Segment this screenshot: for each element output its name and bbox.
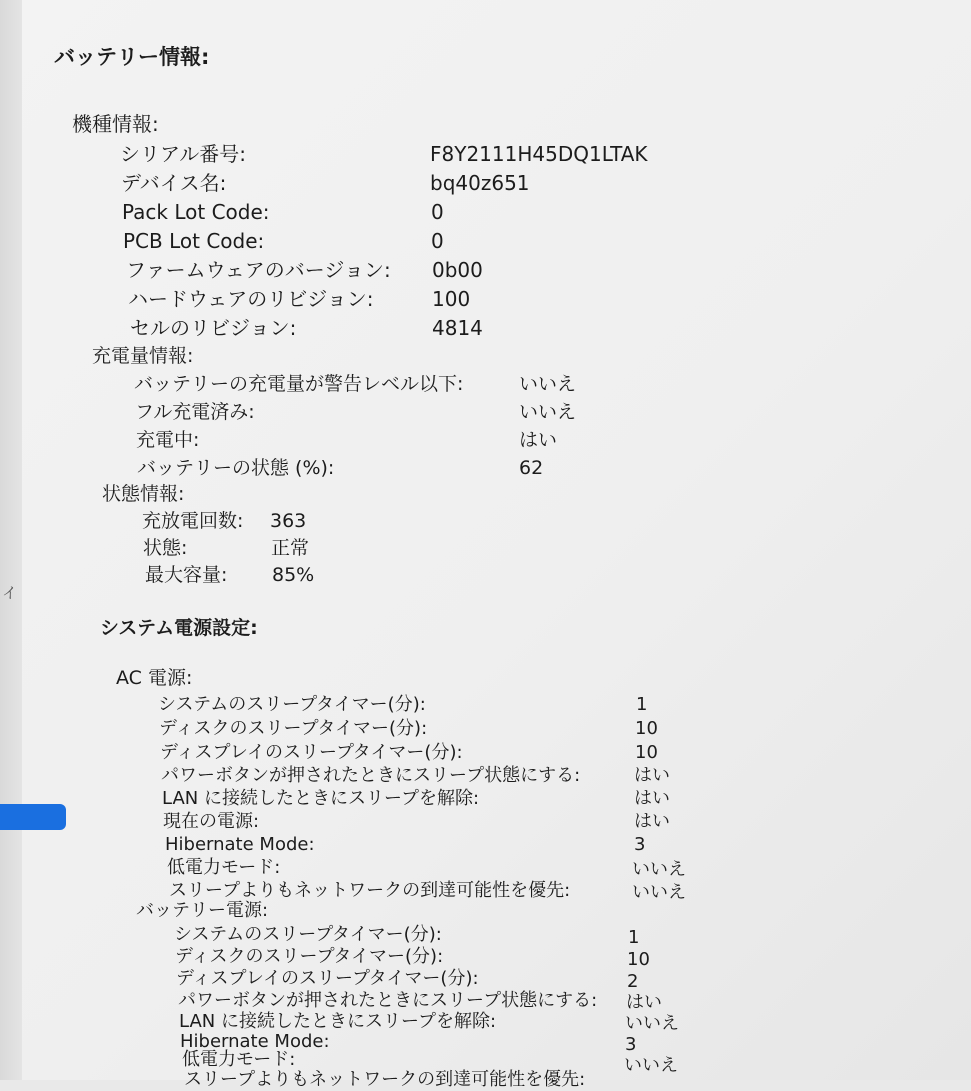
pcb-lot-code-label: PCB Lot Code: — [123, 229, 265, 253]
batt-network-reachability-label: スリープよりもネットワークの到達可能性を優先: — [184, 1069, 586, 1090]
health-info-title: 状態情報: — [102, 483, 185, 505]
batt-system-sleep-label: システムのスリープタイマー(分): — [174, 924, 442, 945]
batt-low-power-mode-value: いいえ — [624, 1055, 678, 1076]
ac-wake-on-lan-value: はい — [634, 788, 670, 809]
firmware-version-value: 0b00 — [432, 258, 483, 282]
batt-low-power-mode-label: 低電力モード: — [182, 1049, 296, 1070]
pack-lot-code-label: Pack Lot Code: — [122, 200, 270, 224]
serial-number-value: F8Y2111H45DQ1LTAK — [430, 142, 648, 166]
batt-system-sleep-value: 1 — [628, 927, 640, 948]
batt-disk-sleep-value: 10 — [627, 949, 650, 970]
cycle-count-label: 充放電回数: — [142, 510, 244, 532]
serial-number-label: シリアル番号: — [120, 142, 246, 166]
charging-label: 充電中: — [136, 429, 200, 451]
ac-disk-sleep-label: ディスクのスリープタイマー(分): — [159, 718, 428, 739]
ac-hibernate-mode-value: 3 — [634, 834, 646, 855]
ac-power-title: AC 電源: — [116, 667, 193, 689]
sidebar — [0, 0, 23, 1080]
fully-charged-value: いいえ — [519, 401, 577, 423]
low-charge-warning-label: バッテリーの充電量が警告レベル以下: — [134, 373, 464, 395]
batt-display-sleep-label: ディスプレイのスリープタイマー(分): — [176, 968, 479, 989]
sidebar-selected-item[interactable] — [0, 804, 66, 830]
ac-display-sleep-label: ディスプレイのスリープタイマー(分): — [160, 742, 463, 763]
ac-network-reachability-value: いいえ — [632, 882, 686, 903]
pcb-lot-code-value: 0 — [431, 229, 444, 253]
condition-value: 正常 — [271, 537, 310, 559]
max-capacity-label: 最大容量: — [145, 564, 228, 586]
ac-low-power-mode-label: 低電力モード: — [167, 857, 281, 878]
device-name-label: デバイス名: — [121, 171, 227, 195]
ac-system-sleep-label: システムのスリープタイマー(分): — [158, 694, 426, 715]
charging-value: はい — [519, 429, 558, 451]
batt-power-button-sleep-value: はい — [626, 992, 662, 1013]
batt-hibernate-mode-value: 3 — [625, 1034, 637, 1055]
low-charge-warning-value: いいえ — [519, 373, 577, 395]
model-info-title: 機種情報: — [72, 112, 159, 136]
batt-power-button-sleep-label: パワーボタンが押されたときにスリープ状態にする: — [178, 990, 598, 1011]
pack-lot-code-value: 0 — [431, 200, 444, 224]
device-name-value: bq40z651 — [430, 171, 530, 195]
condition-label: 状態: — [143, 537, 188, 559]
hardware-revision-label: ハードウェアのリビジョン: — [128, 287, 374, 311]
state-of-charge-value: 62 — [519, 457, 544, 479]
batt-wake-on-lan-label: LAN に接続したときにスリープを解除: — [179, 1011, 497, 1032]
ac-display-sleep-value: 10 — [635, 742, 658, 763]
battery-power-title: バッテリー電源: — [136, 900, 269, 921]
system-report-content — [22, 0, 971, 1090]
hardware-revision-value: 100 — [432, 287, 471, 311]
ac-power-button-sleep-label: パワーボタンが押されたときにスリープ状態にする: — [161, 765, 581, 786]
ac-current-power-source-value: はい — [634, 811, 670, 832]
firmware-version-label: ファームウェアのバージョン: — [126, 258, 391, 282]
ac-wake-on-lan-label: LAN に接続したときにスリープを解除: — [162, 788, 480, 809]
power-settings-title: システム電源設定: — [100, 617, 258, 639]
batt-hibernate-mode-label: Hibernate Mode: — [180, 1031, 330, 1052]
sidebar-text-fragment: イ — [2, 584, 18, 602]
batt-wake-on-lan-value: いいえ — [625, 1013, 679, 1034]
batt-disk-sleep-label: ディスクのスリープタイマー(分): — [175, 946, 444, 967]
ac-disk-sleep-value: 10 — [635, 718, 658, 739]
cell-revision-label: セルのリビジョン: — [130, 316, 297, 340]
ac-system-sleep-value: 1 — [636, 694, 648, 715]
fully-charged-label: フル充電済み: — [135, 401, 255, 423]
charge-info-title: 充電量情報: — [92, 345, 194, 367]
battery-info-title: バッテリー情報: — [54, 45, 210, 69]
ac-power-button-sleep-value: はい — [634, 765, 670, 786]
ac-current-power-source-label: 現在の電源: — [163, 811, 260, 832]
cell-revision-value: 4814 — [432, 316, 483, 340]
ac-hibernate-mode-label: Hibernate Mode: — [165, 834, 315, 855]
batt-display-sleep-value: 2 — [627, 971, 639, 992]
ac-low-power-mode-value: いいえ — [632, 859, 686, 880]
max-capacity-value: 85% — [272, 564, 315, 586]
ac-network-reachability-label: スリープよりもネットワークの到達可能性を優先: — [169, 880, 571, 901]
state-of-charge-label: バッテリーの状態 (%): — [137, 457, 335, 479]
cycle-count-value: 363 — [270, 510, 307, 532]
